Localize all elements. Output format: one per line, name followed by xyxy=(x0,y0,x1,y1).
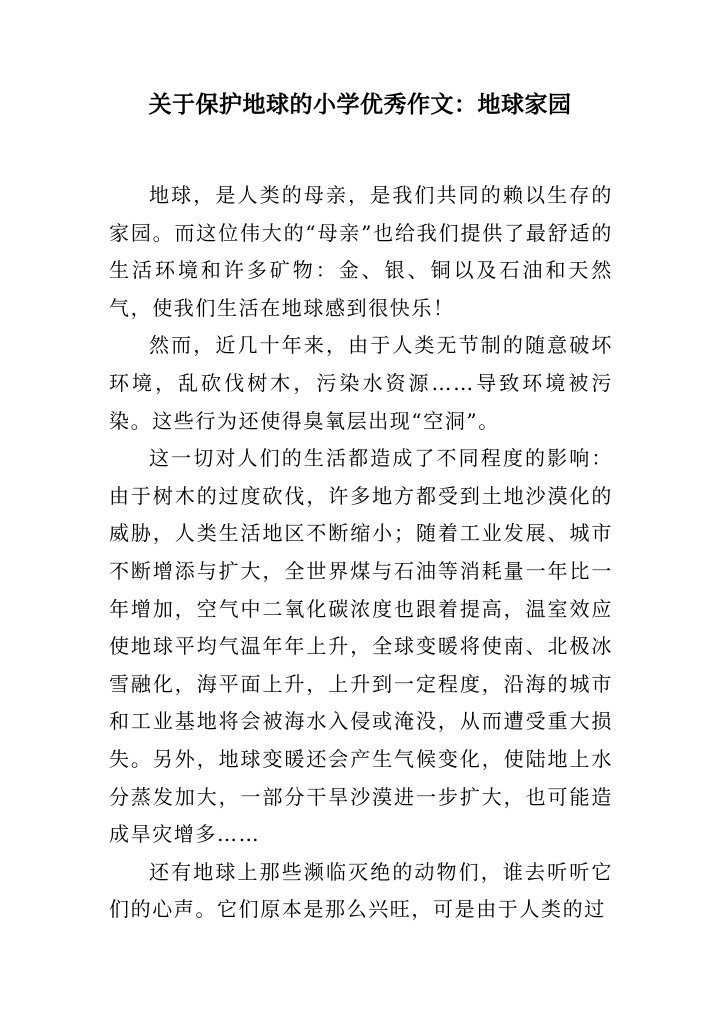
document-title: 关于保护地球的小学优秀作文：地球家园 xyxy=(148,91,572,118)
paragraph-1: 地球，是人类的母亲，是我们共同的赖以生存的家园。而这位伟大的“母亲”也给我们提供了最舒适的生活环境和许多矿物：金、银、铜以及石油和天然气，使我们生活在地球感到很快乐！ xyxy=(109,183,613,320)
paragraph-2: 然而，近几十年来，由于人类无节制的随意破坏环境，乱砍伐树木，污染水资源……导致环境被污染。这些行为还使得臭氧层出现“空洞”。 xyxy=(109,333,613,433)
paragraph-3: 这一切对人们的生活都造成了不同程度的影响：由于树木的过度砍伐，许多地方都受到土地沙漠化的威胁，人类生活地区不断缩小；随着工业发展、城市不断增添与扩大，全世界煤与石油等消耗量一年比一年增加，空气中二氧化碳浓度也跟着提高，温室效应使地球平均气温年年上升，全球变暖将使南、北极冰雪融化，海平面上升，上升到一定程度，沿海的城市和工业基地将会被海水入侵或淹没，从而遭受重大损失。另外，地球变暖还会产生气候变化，使陆地上水分蒸发加大，一部分干旱沙漠进一步扩大，也可能造成旱灾增多…… xyxy=(109,446,613,847)
document-body xyxy=(109,177,613,929)
paragraph-4: 还有地球上那些濒临灭绝的动物们，谁去听听它们的心声。它们原本是那么兴旺，可是由于人类的过 xyxy=(109,859,613,922)
